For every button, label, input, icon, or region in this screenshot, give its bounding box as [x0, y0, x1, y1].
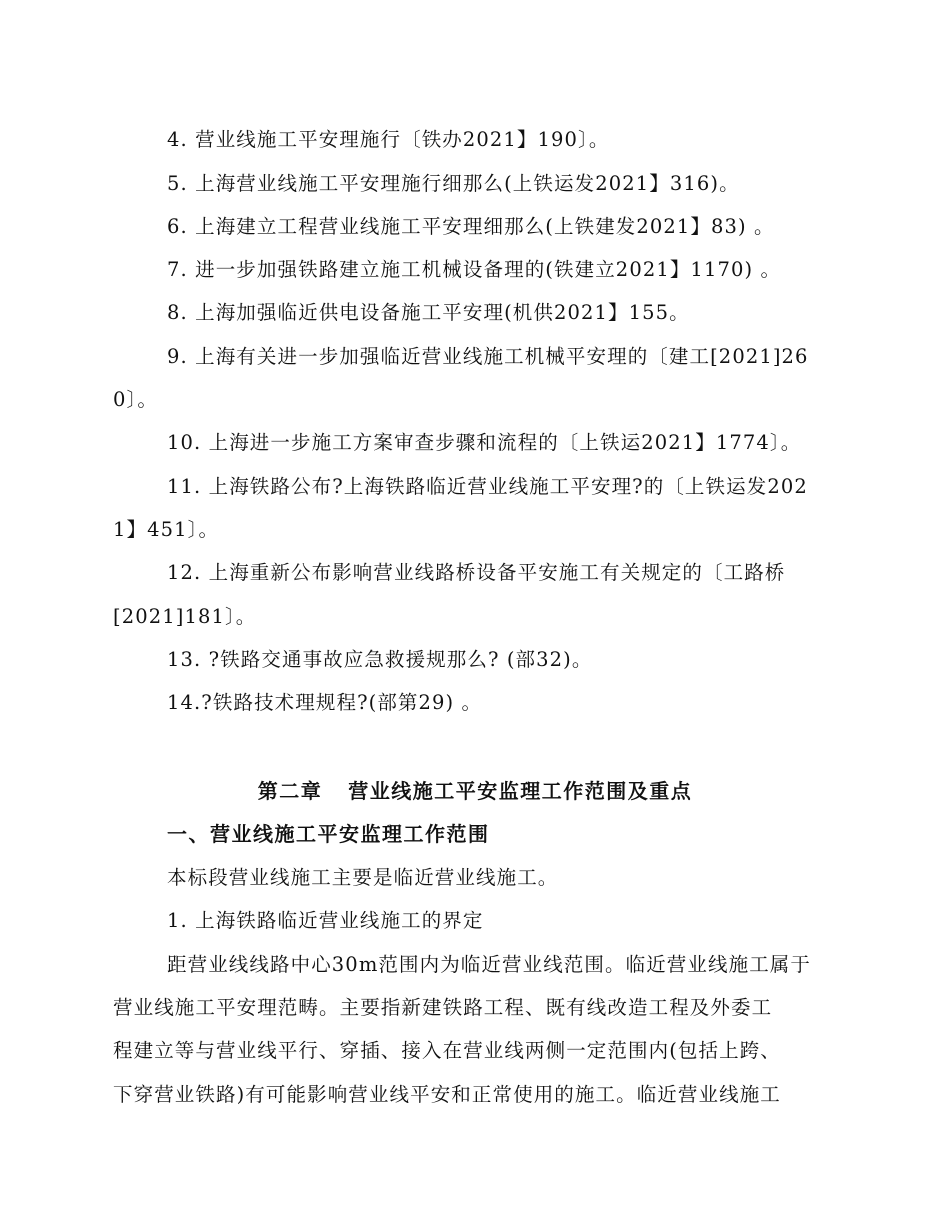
reference-item-5: 5. 上海营业线施工平安理施行细那么(上铁运发2021】316)。: [167, 172, 740, 195]
chapter-heading: [113, 778, 837, 804]
paragraph-line-4: 下穿营业铁路)有可能影响营业线平安和正常使用的施工。临近营业线施工: [113, 1083, 781, 1106]
reference-item-8: 8. 上海加强临近供电设备施工平安理(机供2021】155。: [167, 301, 690, 324]
reference-item-14: 14.?铁路技术理规程?(部第29) 。: [167, 691, 483, 714]
chapter-number: 第二章: [257, 779, 323, 803]
subsection-heading: 1. 上海铁路临近营业线施工的界定: [167, 909, 484, 932]
reference-item-11: 11. 上海铁路公布?上海铁路临近营业线施工平安理?的〔上铁运发202: [167, 475, 808, 498]
reference-item-13: 13. ?铁路交通事故应急救援规那么? (部32)。: [167, 648, 593, 671]
paragraph-line-3: 程建立等与营业线平行、穿插、接入在营业线两侧一定范围内(包括上跨、: [113, 1039, 781, 1062]
reference-item-12-continued: [2021]181〕。: [113, 605, 257, 628]
chapter-title: 营业线施工平安监理工作范围及重点: [348, 779, 693, 803]
reference-item-10: 10. 上海进一步施工方案审查步骤和流程的〔上铁运2021】1774〕。: [167, 431, 802, 454]
reference-item-4: 4. 营业线施工平安理施行〔铁办2021】190〕。: [167, 128, 610, 151]
paragraph-line-1: 距营业线线路中心30m范围内为临近营业线范围。临近营业线施工属于: [167, 953, 812, 976]
section-heading: 一、营业线施工平安监理工作范围: [167, 822, 490, 846]
paragraph-line-2: 营业线施工平安理范畴。主要指新建铁路工程、既有线改造工程及外委工: [113, 996, 773, 1019]
section-intro: 本标段营业线施工主要是临近营业线施工。: [167, 866, 559, 889]
reference-item-6: 6. 上海建立工程营业线施工平安理细那么(上铁建发2021】83) 。: [167, 215, 775, 238]
reference-item-12: 12. 上海重新公布影响营业线路桥设备平安施工有关规定的〔工路桥: [167, 561, 786, 584]
reference-item-9-continued: 0〕。: [113, 388, 158, 411]
reference-item-11-continued: 1】451〕。: [113, 518, 220, 541]
reference-item-7: 7. 进一步加强铁路建立施工机械设备理的(铁建立2021】1170) 。: [167, 258, 782, 281]
reference-item-9: 9. 上海有关进一步加强临近营业线施工机械平安理的〔建工[2021]26: [167, 345, 809, 368]
